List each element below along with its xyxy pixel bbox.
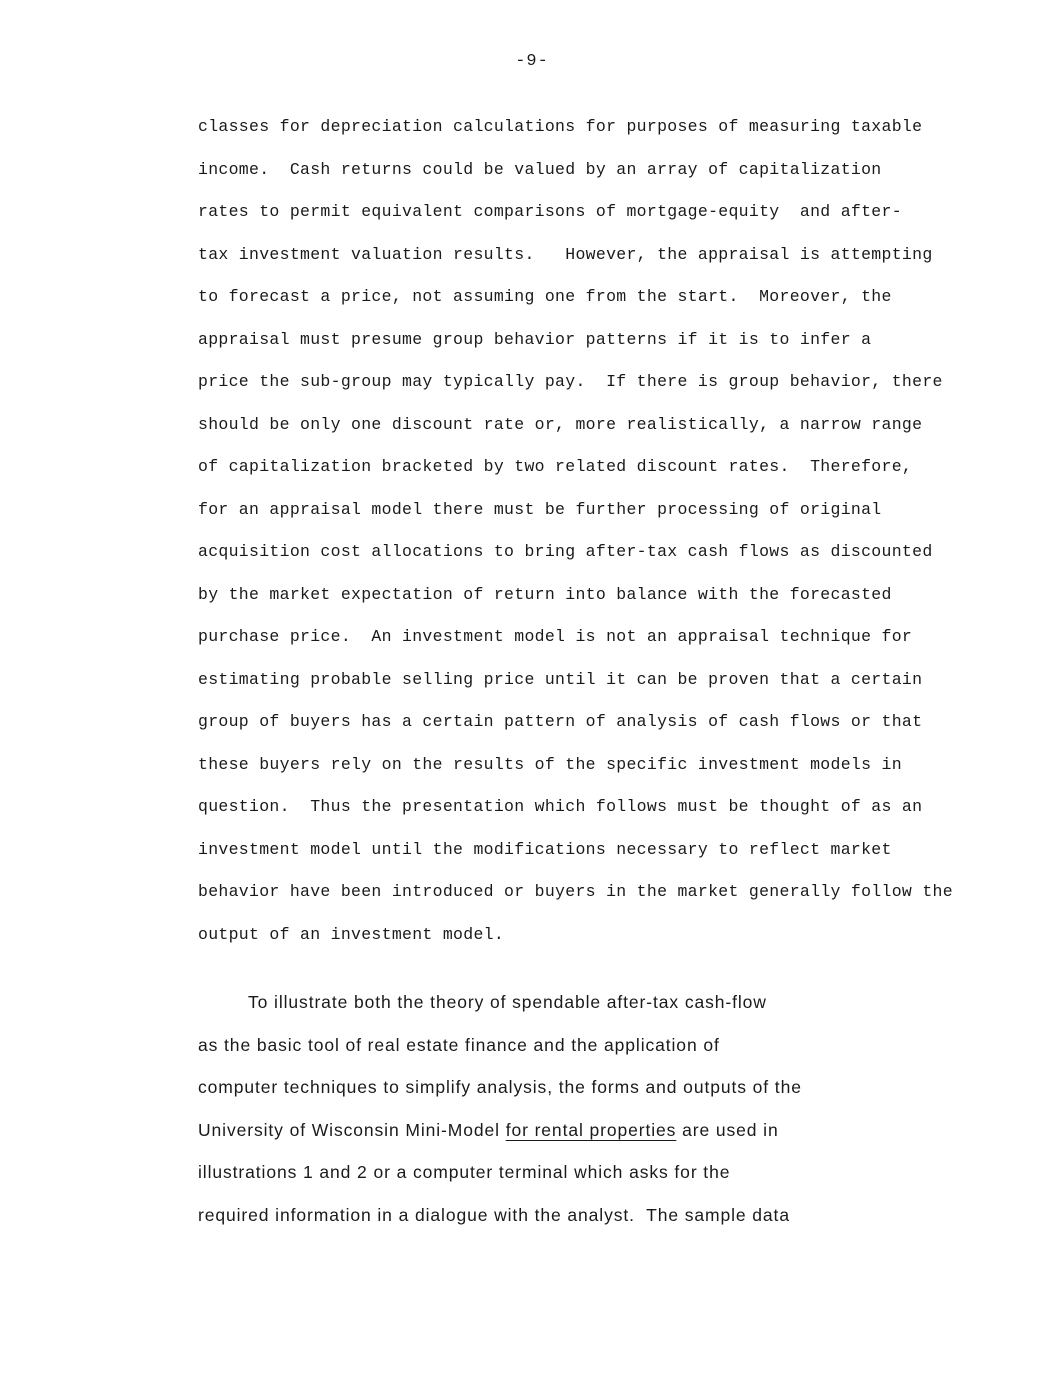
text-line: required information in a dialogue with the analyst. The sample data	[198, 1204, 790, 1225]
text-line: tax investment valuation results. However, the appraisal is attempting	[198, 244, 933, 264]
text-line: output of an investment model.	[198, 924, 505, 944]
text-line: question. Thus the presentation which follows must be thought of as an	[198, 797, 923, 816]
underlined-phrase: for rental properties	[505, 1119, 677, 1140]
text-segment: are used in	[676, 1119, 779, 1140]
paragraph-1	[198, 106, 953, 956]
text-line: by the market expectation of return into balance with the forecasted	[198, 584, 892, 604]
text-line: of capitalization bracketed by two related discount rates. Therefore,	[198, 457, 913, 476]
text-line: income. Cash returns could be valued by an array of capitalization	[198, 159, 882, 179]
text-line: purchase price. An investment model is not an appraisal technique for	[198, 627, 913, 646]
text-line	[198, 1109, 802, 1152]
text-line: as the basic tool of real estate finance and the application of	[198, 1034, 720, 1055]
text-line: computer techniques to simplify analysis, the forms and outputs of the	[198, 1077, 802, 1097]
text-segment: University of Wisconsin Mini-Model	[198, 1119, 506, 1140]
text-line: group of buyers has a certain pattern of analysis of cash flows or that	[198, 712, 923, 731]
text-line: appraisal must presume group behavior patterns if it is to infer a	[198, 329, 872, 349]
text-line: estimating probable selling price until it can be proven that a certain	[198, 669, 923, 689]
text-line: To illustrate both the theory of spendable after-tax cash-flow	[248, 992, 767, 1012]
text-line: these buyers rely on the results of the specific investment models in	[198, 754, 902, 774]
text-line: should be only one discount rate or, more realistically, a narrow range	[198, 414, 923, 434]
text-line: behavior have been introduced or buyers in the market generally follow the	[198, 882, 953, 901]
paragraph-2	[198, 981, 802, 1236]
text-line: classes for depreciation calculations for purposes of measuring taxable	[198, 117, 923, 136]
text-line: acquisition cost allocations to bring after-tax cash flows as discounted	[198, 542, 933, 561]
text-line: to forecast a price, not assuming one from the start. Moreover, the	[198, 287, 892, 306]
text-line: investment model until the modifications necessary to reflect market	[198, 839, 892, 859]
page-number: -9-	[515, 52, 549, 71]
text-line: for an appraisal model there must be further processing of original	[198, 499, 882, 519]
text-line: rates to permit equivalent comparisons of mortgage-equity and after-	[198, 202, 902, 221]
text-line: price the sub-group may typically pay. If there is group behavior, there	[198, 372, 943, 391]
text-line: illustrations 1 and 2 or a computer terminal which asks for the	[198, 1162, 731, 1182]
